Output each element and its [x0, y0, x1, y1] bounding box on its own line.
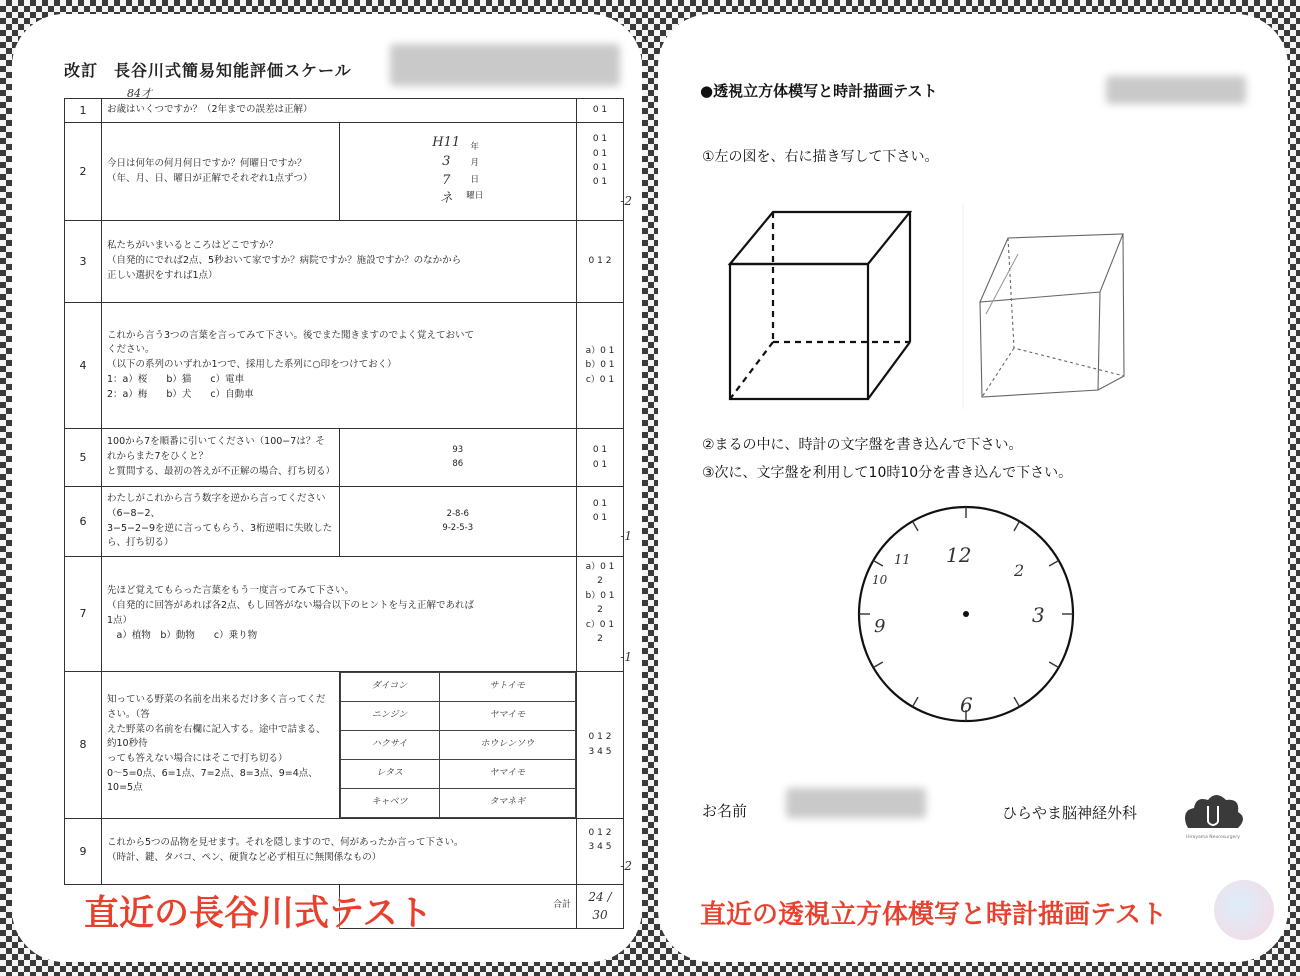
deduction-mark: -1	[620, 650, 632, 665]
vegetable-list-cell	[339, 671, 577, 818]
row-number: 9	[65, 818, 102, 884]
total-label: 合計	[339, 884, 577, 928]
row-number: 3	[65, 221, 102, 303]
score-options: a）0 1 2 b）0 1 2 c）0 1 2	[585, 562, 615, 644]
right-title: ●透視立方体模写と時計描画テスト	[700, 82, 938, 100]
score-cell	[577, 99, 624, 123]
table-row	[65, 221, 624, 303]
redacted-date-blur	[1106, 76, 1246, 104]
hasegawa-test-card	[12, 14, 642, 962]
score-options: 0 1 0 1	[592, 498, 608, 523]
right-caption: 直近の透視立方体模写と時計描画テスト	[700, 900, 1167, 930]
patient-cube	[980, 234, 1124, 397]
clock-numeral: 12	[946, 543, 972, 567]
question-text: これから言う3つの言葉を言ってみて下さい。後でまた聞きますのでよく覚えておいて ください。 （以下の系列のいずれか1つで、採用した系列に○印をつけておく） 1：a）桜 b）猫 c）電車 2：a）梅 b）犬 c）自動車	[107, 329, 475, 400]
clock-tick	[873, 662, 883, 668]
question-text: 私たちがいまいるところはどこですか？ （自発的にでれば2点、5秒おいて家ですか？病院ですか？施設ですか？のなかから 正しい選択をすれば1点）	[107, 240, 462, 281]
vegetable-entry: ホウレンソウ	[439, 730, 575, 759]
calc-answer-cell: 93 86	[339, 429, 577, 487]
clock-tick	[1014, 521, 1020, 531]
date-label: 曜日	[466, 190, 484, 201]
score-cell	[577, 557, 632, 672]
row-question	[102, 429, 340, 487]
redacted-patient-name	[786, 788, 926, 818]
question-text: お歳はいくつですか？（2年までの誤差は正解）	[107, 104, 313, 116]
clock-tick	[1014, 697, 1020, 707]
row-question	[102, 557, 577, 672]
row-number: 5	[65, 429, 102, 487]
score-options: 0 1 0 1 0 1 0 1	[592, 134, 608, 188]
score-cell	[577, 123, 632, 221]
sheet-title	[64, 58, 368, 81]
left-caption: 直近の長谷川式テスト	[84, 894, 433, 934]
vegetable-entry: ニンジン	[340, 701, 439, 730]
row-question	[102, 221, 577, 303]
handwritten-answer: 84才	[127, 87, 152, 101]
table-row	[65, 123, 624, 221]
date-labels-cell	[339, 123, 577, 221]
hasegawa-score-table	[64, 87, 632, 929]
clock-tick	[913, 697, 919, 707]
model-cube	[730, 212, 910, 399]
clock-numeral: 10	[872, 573, 888, 587]
table-row	[65, 557, 624, 672]
vegetable-entry: ヤマイモ	[439, 759, 575, 788]
score-options: 0 1	[592, 105, 608, 116]
calc-answer-cell: 2-8-6 9-2-5-3	[339, 487, 577, 557]
row-question	[102, 123, 340, 221]
date-label: 日	[470, 174, 479, 185]
handwritten-date: H11 3 7 ネ	[432, 134, 461, 207]
title-text: 長谷川式簡易知能評価スケール	[114, 61, 352, 80]
score-cell	[577, 671, 624, 818]
row-question	[102, 303, 577, 429]
question-text: 知っている野菜の名前を出来るだけ多く言ってください。（答 えた野菜の名前を右欄に記入する。途中で詰まる、約10秒待 っても答えない場合にはそこで打ち切る） 0〜5=0点、6=1点、7=2点、8=3点、9=4点、10=5点	[107, 694, 326, 794]
vegetable-entry: タマネギ	[439, 788, 575, 817]
name-label: お名前	[702, 802, 748, 820]
redacted-name-blur	[390, 44, 620, 86]
row-number: 6	[65, 487, 102, 557]
score-cell	[577, 818, 632, 884]
clock-tick	[1049, 662, 1059, 668]
question-text: わたしがこれから言う数字を逆から言ってください（6−8−2、 3−5−2−9を逆に言ってもらう、3桁逆唱に失敗したら、打ち切る）	[107, 493, 333, 549]
instruction-copy-cube: ①左の図を、右に描き写して下さい。	[702, 149, 939, 165]
instruction-clock-time: ③次に、文字盤を利用して10時10分を書き込んで下さい。	[702, 465, 1073, 481]
cube-drawings	[718, 194, 1238, 414]
score-cell	[577, 429, 624, 487]
vegetable-entry: キャベツ	[340, 788, 439, 817]
title-prefix: 改訂	[64, 61, 99, 80]
date-label: 年	[470, 142, 479, 153]
date-label: 月	[470, 158, 479, 169]
clinic-logo	[1178, 788, 1248, 852]
question-text: 今日は何年の何月何日ですか？何曜日ですか？ （年、月、日、曜日が正解でそれぞれ1点ずつ）	[107, 157, 313, 184]
deduction-mark: -2	[620, 858, 632, 873]
clock-numeral: 11	[894, 553, 911, 568]
row-question	[102, 818, 577, 884]
clock-tick	[913, 521, 919, 531]
corner-decoration	[1214, 880, 1274, 940]
vegetable-entry: ダイコン	[340, 672, 439, 701]
row-question	[102, 87, 577, 123]
score-cell	[577, 221, 624, 303]
clock-tick	[1049, 561, 1059, 567]
table-row	[65, 303, 624, 429]
clock-numeral: 3	[1032, 603, 1045, 627]
row-number: 7	[65, 557, 102, 672]
cube-clock-test-card	[658, 14, 1288, 962]
row-question	[102, 487, 340, 557]
table-row	[65, 818, 624, 884]
table-row	[65, 671, 624, 818]
clock-numeral: 6	[960, 693, 973, 717]
vegetable-entry: ハクサイ	[340, 730, 439, 759]
row-number: 2	[65, 123, 102, 221]
table-row	[65, 429, 624, 487]
vegetable-entry: サトイモ	[439, 672, 575, 701]
question-text: これから5つの品物を見せます。それを隠しますので、何があったか言って下さい。 （時計、鍵、タバコ、ペン、硬貨など必ず相互に無関係なもの）	[107, 837, 464, 864]
score-cell	[577, 303, 624, 429]
score-options: a）0 1 b）0 1 c）0 1	[585, 345, 615, 385]
row-question	[102, 671, 340, 818]
question-text: 先ほど覚えてもらった言葉をもう一度言ってみて下さい。 （自発的に回答があれば各2点、もし回答がない場合以下のヒントを与え正解であれば 1点） a）植物 b）動物 c）乗り物	[107, 585, 475, 641]
vegetable-entry: レタス	[340, 759, 439, 788]
row-number: 4	[65, 303, 102, 429]
score-options: 0 1 2	[588, 256, 612, 267]
deduction-mark: -2	[620, 193, 632, 208]
table-row	[65, 99, 624, 123]
vegetable-entry: ヤマイモ	[439, 701, 575, 730]
logo-text: Hirayama Neurosurgery	[1186, 835, 1240, 840]
score-options: 0 1 0 1	[592, 445, 608, 470]
total-score: 24 / 30	[577, 884, 624, 928]
clock-tick	[873, 561, 883, 567]
clock-numeral: 9	[874, 616, 886, 637]
instruction-clock-face: ②まるの中に、時計の文字盤を書き込んで下さい。	[702, 437, 1023, 453]
score-options: 0 1 2 3 4 5	[588, 732, 612, 757]
table-row	[65, 487, 624, 557]
row-number: 8	[65, 671, 102, 818]
clock-drawing	[854, 504, 1084, 724]
score-cell	[577, 487, 632, 557]
question-text: 100から7を順番に引いてください（100−7は？それからまた7をひくと？ と質問する、最初の答えが不正解の場合、打ち切る）	[107, 436, 336, 477]
score-options: 0 1 2 3 4 5	[588, 828, 612, 853]
deduction-mark: -1	[620, 529, 632, 544]
clock-numeral: 2	[1014, 561, 1025, 580]
clinic-name: ひらやま脳神経外科	[1002, 804, 1138, 822]
row-number: 1	[65, 99, 102, 123]
